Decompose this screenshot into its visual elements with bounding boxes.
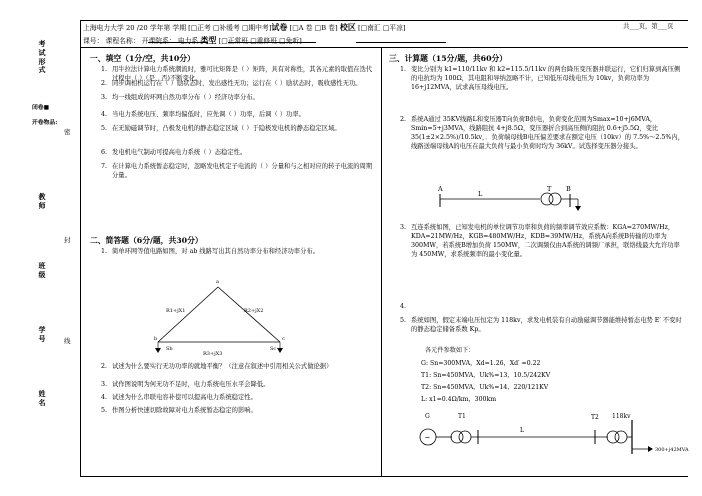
- fill-blank-text: 用牛拉法计算电力系统潮流时，雅可比矩阵是（ ）矩阵，具有对称性，其各元素的取值在迭代过程中（ ）（是、否)不断变化。: [112, 66, 373, 82]
- fill-blank-text: 发电机电气制动可提高电力系统（ ）态稳定性。: [112, 149, 247, 156]
- short-answer-text: 简单环网等值电路如图，对 ab 线路写出其自然功率分布和经济功率分布。: [112, 248, 319, 255]
- calculation-num: 2.: [399, 116, 406, 123]
- param-line: T2: Sn=450MVA，Uk%=14，220/121KV: [421, 384, 549, 391]
- calculation-text: 系统如图，假定末端电压恒定为 118kv，求发电机装有自动励磁调节器能维持暂态电势 E′ 不变时的静态稳定储备系数 Kp。: [411, 317, 682, 333]
- param-line: G: Sn=300MVA，Xd=1.26，Xd′ =0.22: [421, 360, 541, 367]
- short-answer-num: 4.: [100, 394, 107, 401]
- short-answer-text: 作图分析快速切除故障对电力系统暂态稳定的影响。: [112, 407, 257, 414]
- exam-header-line2: 课号： 课程名称： 开课院系： 电力系 类型 [□正常班 □重修班 □免听]: [83, 35, 302, 45]
- fig5-line-label: L: [520, 427, 524, 434]
- fig5-t2-coil2: [615, 431, 627, 443]
- fill-blank-num: 5.: [100, 125, 107, 132]
- fig2-node-a: A: [438, 185, 443, 193]
- param-line: T1: Sn=450MVA，Uk%=13，10.5/242KV: [421, 372, 551, 379]
- fig5-t1-coil2: [459, 431, 471, 443]
- short-answer-title: 二、简答题（6分/题，共30分）: [90, 236, 203, 245]
- exam-form-label: 考 试 形 式: [38, 39, 46, 75]
- fill-blank-text: 同步调相机运行在（ ）励状态时，发出感性无功；运行在（ ）励状态时，吸收感性无功。: [112, 80, 362, 87]
- params-title: 各元件参数如下：: [425, 347, 475, 354]
- fig2-node-b: B: [566, 185, 571, 193]
- page-count: 共___页，第___页: [623, 23, 674, 30]
- fig5-voltage: 118kv: [612, 413, 631, 420]
- fig5-gen-label: G: [425, 413, 430, 420]
- param-line: L: x1=0.4Ω/km，300km: [421, 396, 497, 403]
- edge-bc-label: R3+jX3: [203, 351, 223, 357]
- seal-char-xian: 线: [64, 337, 71, 345]
- closed-book-checkbox[interactable]: 闭卷■: [32, 105, 50, 111]
- calculation-text: 系统A通过 35KV线路L和变压器T向负荷B供电，负荷变化范围为Smax=10+j6MVA，Smin=5+j3MVA，线路阻抗 4+j8.5Ω，变压器折合到高压侧的阻抗 0.6+j5.5Ω，变比 35(1±2×2.5%)/10.5kv，．负荷端母线B电压偏差要求在额定电压（10kv）的 7.5%～2.5%内，线路送端母线A的电压在最大负荷与最小负荷时均为 36kV。试选择变压器分接头。: [411, 116, 684, 150]
- short-answer-num: 3.: [100, 381, 107, 388]
- node-b: b: [154, 336, 158, 342]
- calculation-num: 1.: [399, 66, 406, 73]
- short-answer-text: 试作图说明为何无功不足时，电力系统电压水平会降低。: [112, 381, 270, 388]
- exam-header-line1: 上海电力大学 20 /20 学年第 学期 [□正考 □补缓考 □期中考]试卷 [□A 卷 □B 卷] 校区 [□南汇 □平凉]: [83, 22, 406, 32]
- fill-blank-num: 6.: [100, 149, 107, 156]
- fig5-t2-label: T2: [591, 414, 599, 421]
- open-book-label: 开卷物品:: [32, 120, 58, 126]
- name-label: 姓 名: [38, 389, 46, 407]
- edge-ac-label: R2+jX2: [244, 308, 264, 314]
- edge-ab-label: R1+jX1: [166, 308, 186, 314]
- calculation-num: 4.: [399, 303, 406, 310]
- fill-blank-num: 2.: [100, 80, 107, 87]
- fill-blank-text: 当电力系统电压、频率均偏低时，应先调（ ）功率，后调（ ）功率。: [112, 111, 305, 118]
- fig2-line-l: L: [478, 190, 483, 198]
- fig5-t1-label: T1: [458, 413, 466, 420]
- seal-char-feng: 封: [64, 236, 71, 244]
- calculation-title: 三、计算题（15分/题，共60分）: [389, 54, 508, 63]
- calculation-num: 3.: [399, 224, 406, 231]
- calculation-text: 变比分别为 k1=110/11kv 和 k2=115.5/11kv 的两台降压变压器并联运行，它们归算到高压侧的电抗均为 100Ω，其电阻和导纳忽略不计，已知低压母线电压为 10kv，负荷功率为 16+j12MVA，试求高压母线电压。: [411, 66, 681, 91]
- fill-blank-text: 在无励磁调节时，凸极发电机的静态稳定区域（ ）于隐极发电机的静态稳定区域。: [112, 125, 341, 132]
- short-answer-num: 1.: [100, 248, 107, 255]
- fig5-generator-tilde: ~: [424, 434, 431, 442]
- short-answer-text: 试述为什么串联电容补偿可以提高电力系统稳定性。: [112, 394, 257, 401]
- fill-blank-num: 7.: [100, 163, 107, 170]
- short-answer-num: 5.: [100, 407, 107, 414]
- fill-blank-text: 在计算电力系统暂态稳定时，忽略发电机定子电流的（ ）分量和与之相对应的转子电流的周期分量。: [112, 163, 373, 179]
- fill-blank-num: 3.: [100, 94, 107, 101]
- load-sc: Sc: [270, 346, 277, 352]
- node-c: c: [282, 336, 285, 342]
- fill-blank-title: 一、填空（1分/空，共10分）: [90, 54, 195, 63]
- fig5-load-arrow: [648, 446, 653, 452]
- short-answer-num: 2.: [100, 363, 107, 370]
- fill-blank-text: 均一线组成的环网自然功率分布（ ）经济功率分布。: [112, 94, 259, 101]
- fig2-transformer-t: T: [547, 185, 552, 193]
- calculation-num: 5.: [399, 317, 406, 324]
- fill-blank-num: 4.: [100, 111, 107, 118]
- calculation-text: 互连系统如图，已知发电机的单位调节功率和负荷的频率调节效应系数：KGA=270MW/Hz，KDA=21MW/Hz，KGB=480MW/Hz，KDB=39MW/Hz，系统A向系统B传输的功率为 300MW，若系统B增加负荷 150MW，二次调频仅由A系统的调频厂承担，联络线最大允许功率为 450MW，求系统频率的最小变化量。: [411, 224, 680, 258]
- load-sb: Sb: [166, 346, 173, 352]
- seal-char-mi: 密: [64, 128, 71, 136]
- teacher-label: 教 师: [38, 192, 46, 210]
- short-answer-text: 试述为什么要实行无功功率的就地平衡？（注意在叙述中引用相关公式做论据）: [112, 363, 333, 370]
- fill-blank-num: 1.: [100, 66, 107, 73]
- fig5-load: 300+j42MVA: [655, 447, 689, 453]
- student-no-label: 学 号: [38, 325, 46, 343]
- class-label: 班 级: [38, 261, 46, 279]
- node-a: a: [216, 279, 219, 285]
